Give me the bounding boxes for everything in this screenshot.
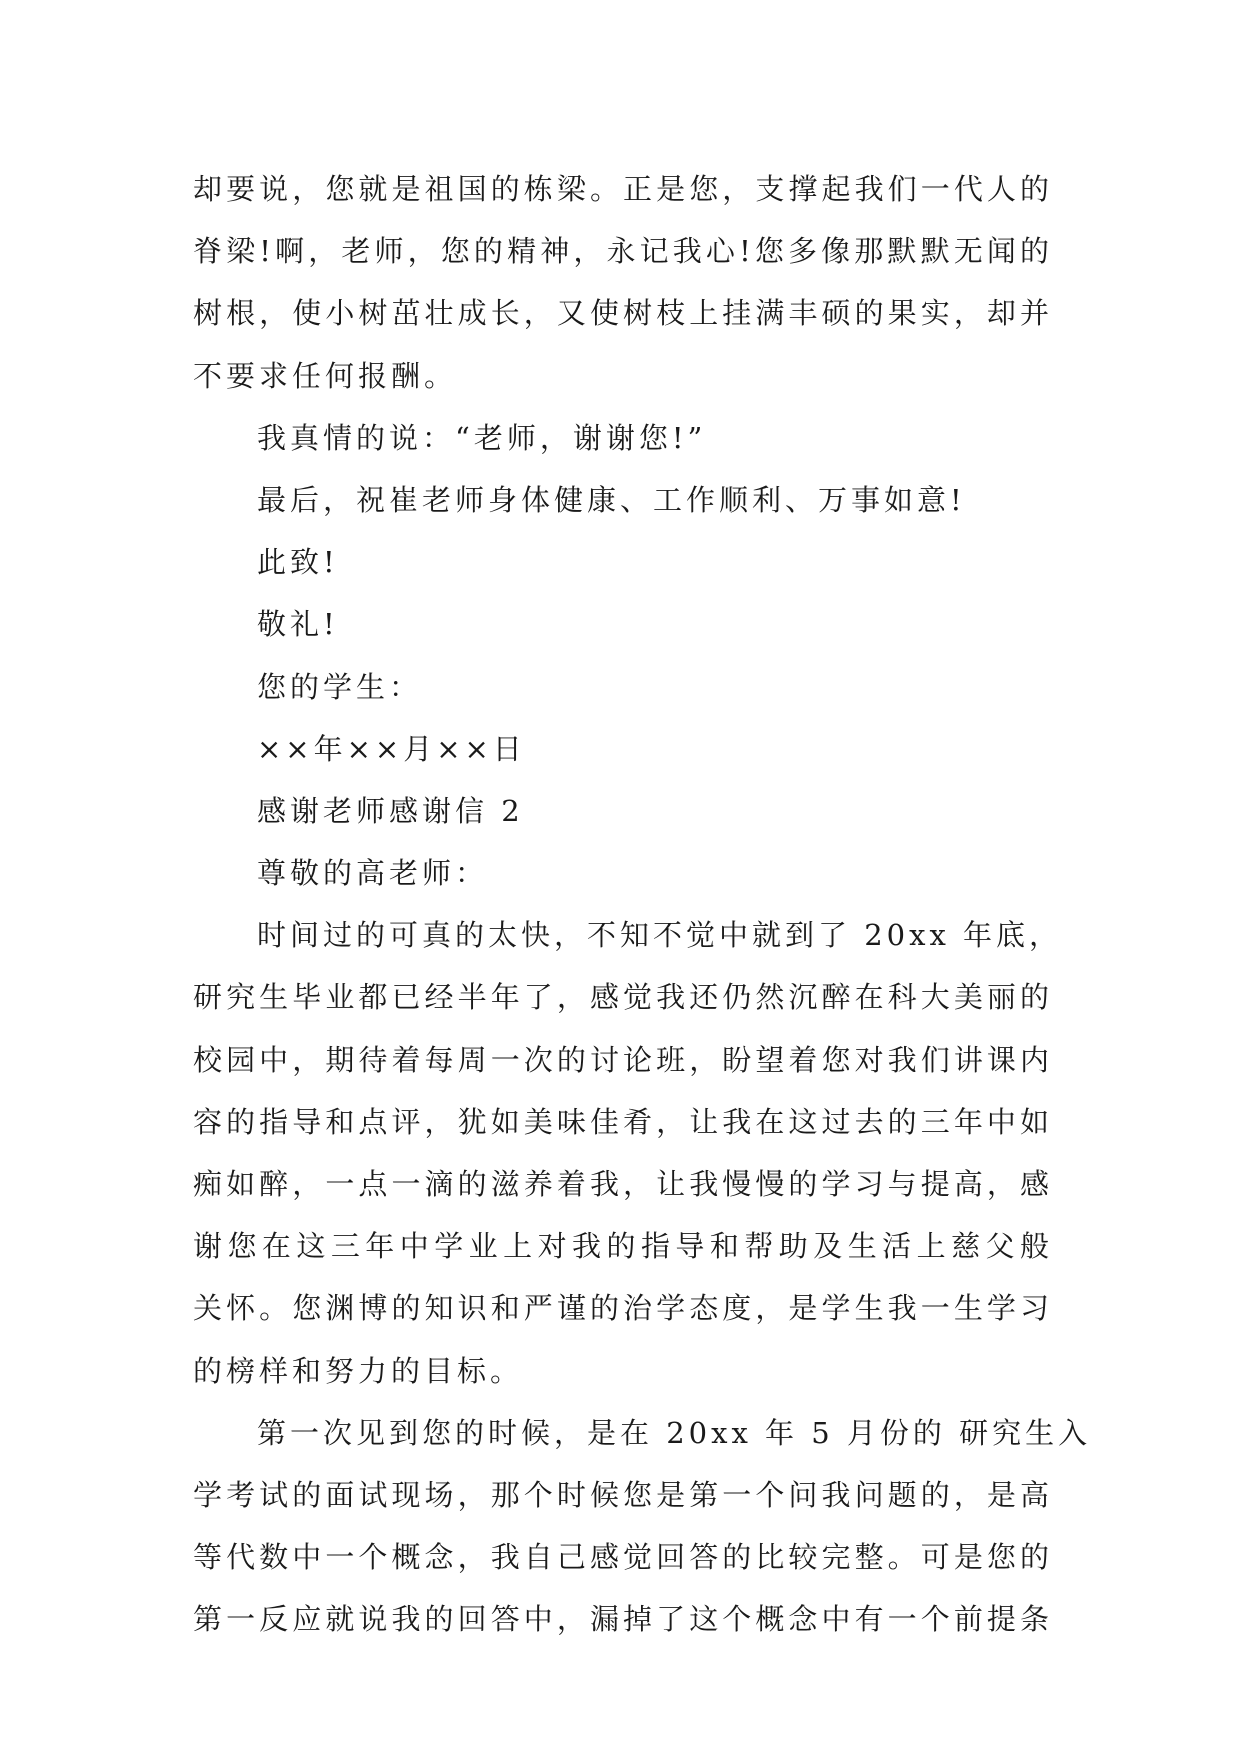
text-line: 此致! [257, 545, 339, 580]
text-line: 敬礼! [257, 607, 339, 642]
text-line: 感谢老师感谢信 2 [257, 793, 524, 828]
text-line: 脊梁!啊，老师，您的精神，永记我心!您多像那默默无闻的 [193, 234, 1053, 269]
text-line: 树根，使小树茁壮成长，又使树枝上挂满丰硕的果实，却并 [193, 296, 1053, 331]
text-line: 的榜样和努力的目标。 [193, 1353, 524, 1388]
text-line: 谢您在这三年中学业上对我的指导和帮助及生活上慈父般 [193, 1229, 1053, 1264]
text-line: 不要求任何报酬。 [193, 358, 458, 393]
letter-body [193, 158, 1092, 1651]
text-line: ××年××月××日 [257, 731, 526, 766]
text-line: 第一反应就说我的回答中，漏掉了这个概念中有一个前提条 [193, 1602, 1053, 1637]
text-line: 校园中，期待着每周一次的讨论班，盼望着您对我们讲课内 [193, 1042, 1053, 1077]
text-line: 最后，祝崔老师身体健康、工作顺利、万事如意! [257, 482, 966, 517]
text-line: 研究生毕业都已经半年了，感觉我还仍然沉醉在科大美丽的 [193, 980, 1053, 1015]
text-line: 您的学生： [257, 669, 423, 704]
text-line: 关怀。您渊博的知识和严谨的治学态度，是学生我一生学习 [193, 1291, 1053, 1326]
text-line: 学考试的面试现场，那个时候您是第一个问我问题的，是高 [193, 1477, 1053, 1512]
text-line: 我真情的说：“老师，谢谢您!” [257, 420, 707, 455]
text-line: 时间过的可真的太快，不知不觉中就到了 20xx 年底， [257, 918, 1063, 953]
text-line: 容的指导和点评，犹如美味佳肴，让我在这过去的三年中如 [193, 1104, 1053, 1139]
text-line: 痴如醉，一点一滴的滋养着我，让我慢慢的学习与提高，感 [193, 1167, 1053, 1201]
text-line: 第一次见到您的时候，是在 20xx 年 5 月份的 研究生入 [257, 1415, 1092, 1450]
text-line: 尊敬的高老师： [257, 856, 489, 891]
text-line: 等代数中一个概念，我自己感觉回答的比较完整。可是您的 [193, 1540, 1053, 1575]
text-line: 却要说，您就是祖国的栋梁。正是您，支撑起我们一代人的 [193, 172, 1053, 206]
